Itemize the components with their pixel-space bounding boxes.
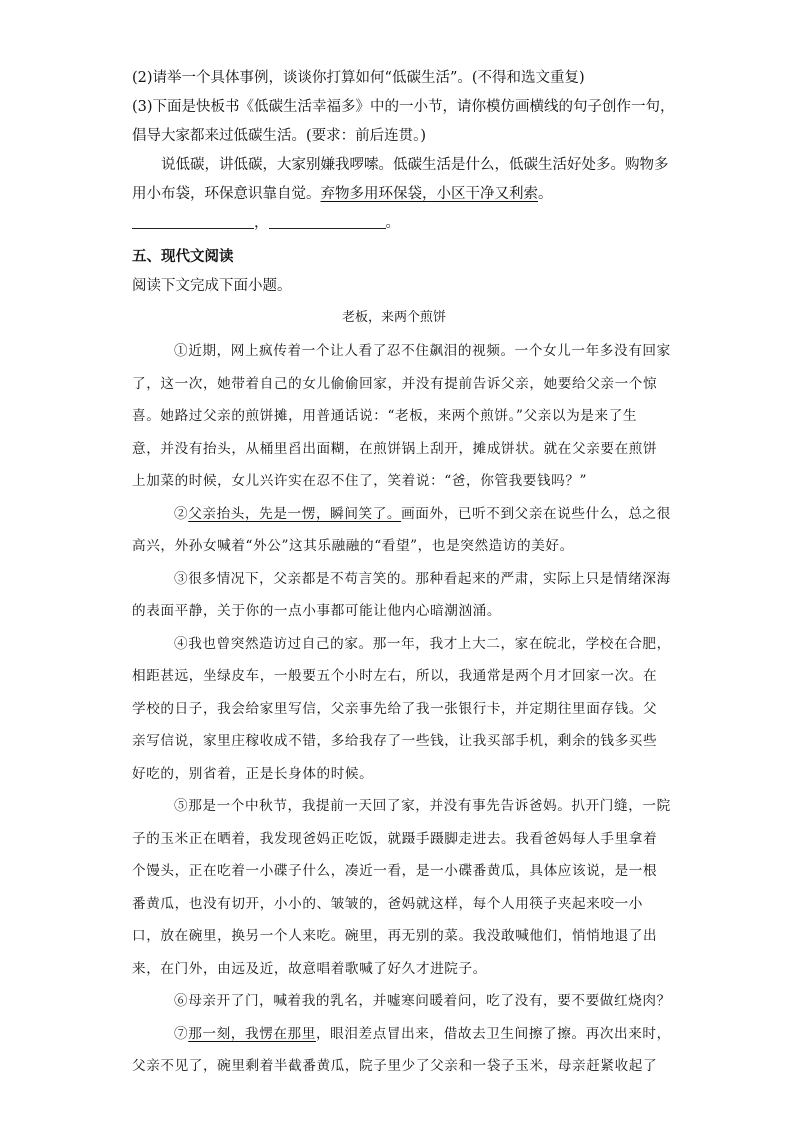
article-title: 老板，来两个煎饼 — [341, 310, 446, 325]
answer-blank-end: 。 — [385, 215, 400, 231]
answer-blank-1[interactable] — [132, 211, 254, 229]
underlined-sentence: 父亲抬头，先是一愣，瞬间笑了。 — [188, 505, 402, 522]
article-line: ⑥母亲开了门，喊着我的乳名，并嘘寒问暖着问，吃了没有，要不要做红烧肉？ — [174, 993, 671, 1009]
article-line: 了，这一次，她带着自己的女儿偷偷回家，并没有提前告诉父亲，她要给父亲一个惊 — [132, 375, 658, 392]
article-line: 的表面平静，关于你的一点小事都可能让他内心暗潮汹涌。 — [132, 603, 502, 619]
article-line: 相距甚远，坐绿皮车，一般要五个小时左右，所以，我通常是两个月才回家一次。在 — [132, 668, 658, 684]
reading-instruction: 阅读下文完成下面小题。 — [132, 278, 292, 294]
answer-blank-2[interactable] — [269, 211, 386, 229]
answer-blank-separator: ， — [254, 215, 269, 231]
article-line: 个馒头，正在吃着一小碟子什么，凑近一看，是一小碟番黄瓜，具体应该说，是一根 — [132, 863, 658, 879]
article — [132, 335, 671, 1083]
document-body — [132, 64, 675, 1083]
article-line: 番黄瓜，也没有切开，小小的、皱皱的，爸妈就这样，每个人用筷子夹起来咬一小 — [132, 895, 643, 912]
article-line: ③很多情况下，父亲都是不苟言笑的。那种看起来的严肃，实际上只是情绪深海 — [174, 570, 671, 587]
article-line: 父亲不见了，碗里剩着半截番黄瓜，院子里少了父亲和一袋子玉米，母亲赶紧收起了 — [132, 1058, 658, 1074]
question-3-line-2: 倡导大家都来过低碳生活。(要求：前后连贯。) — [132, 128, 427, 144]
answer-blanks — [132, 209, 656, 238]
article-line: ①近期，网上疯传着一个让人看了忍不住飙泪的视频。一个女儿一年多没有回家 — [174, 343, 671, 359]
article-line: ⑤那是一个中秋节，我提前一天回了家，并没有事先告诉爸妈。扒开门缝，一院 — [174, 798, 671, 814]
underlined-sentence: 那一刻，我愣在那里 — [188, 1025, 316, 1042]
paragraph-marker: ② — [174, 505, 189, 522]
article-line: ④我也曾突然造访过自己的家。那一年，我才上大二，家在皖北，学校在合肥， — [174, 635, 671, 652]
section-heading: 五、现代文阅读 — [132, 249, 234, 265]
article-line: 上加菜的时候，女儿兴许实在忍不住了，笑着说：“爸，你管我要钱吗？” — [132, 473, 588, 489]
paragraph-marker: ⑦ — [174, 1025, 189, 1042]
article-line: 来，在门外，由远及近，故意唱着歌喊了好久才进院子。 — [132, 960, 487, 977]
article-text: ，眼泪差点冒出来，借故去卫生间擦了擦。再次出来时， — [315, 1025, 671, 1042]
article-line: 意，并没有抬头，从桶里舀出面糊，在煎饼锅上刮开，摊成饼状。就在父亲要在煎饼 — [132, 440, 658, 457]
poem-line-2-text: 用小布袋，环保意识靠自觉。 — [132, 186, 321, 202]
article-text: 画面外，已听不到父亲在说些什么，总之很 — [401, 505, 671, 522]
question-2: (2)请举一个具体事例，谈谈你打算如何“低碳生活”。(不得和选文重复) — [132, 70, 585, 86]
poem-line-1: 说低碳，讲低碳，大家别嫌我啰嗦。低碳生活是什么，低碳生活好处多。购物多 — [161, 157, 669, 173]
article-line: 学校的日子，我会给家里写信，父亲事先给了我一张银行卡，并定期往里面存钱。父 — [132, 700, 658, 717]
underlined-model-sentence: 弃物多用环保袋，小区干净又利索 — [320, 186, 538, 202]
article-line: 高兴，外孙女喊着“外公”这其乐融融的“看望”，也是突然造访的美好。 — [132, 538, 574, 554]
article-line — [132, 498, 671, 531]
article-line: 喜。她路过父亲的煎饼摊，用普通话说：“老板，来两个煎饼。”父亲以为是来了生 — [132, 408, 638, 424]
article-line — [132, 1018, 671, 1051]
article-line: 好吃的，别省着，正是长身体的时候。 — [132, 765, 374, 782]
question-3-line-1: (3)下面是快板书《低碳生活幸福多》中的一小节，请你模仿画横线的句子创作一句， — [132, 99, 675, 115]
article-line: 子的玉米正在晒着，我发现爸妈正吃饭，就蹑手蹑脚走进去。我看爸妈每人手里拿着 — [132, 830, 658, 847]
poem-line-2 — [132, 180, 656, 209]
article-line: 口，放在碗里，换另一个人来吃。碗里，再无别的菜。我没敢喊他们，悄悄地退了出 — [132, 928, 658, 944]
article-line: 亲写信说，家里庄稼收成不错，多给我存了一些钱，让我买部手机，剩余的钱多买些 — [132, 733, 658, 749]
poem-line-2-end: 。 — [538, 186, 553, 202]
